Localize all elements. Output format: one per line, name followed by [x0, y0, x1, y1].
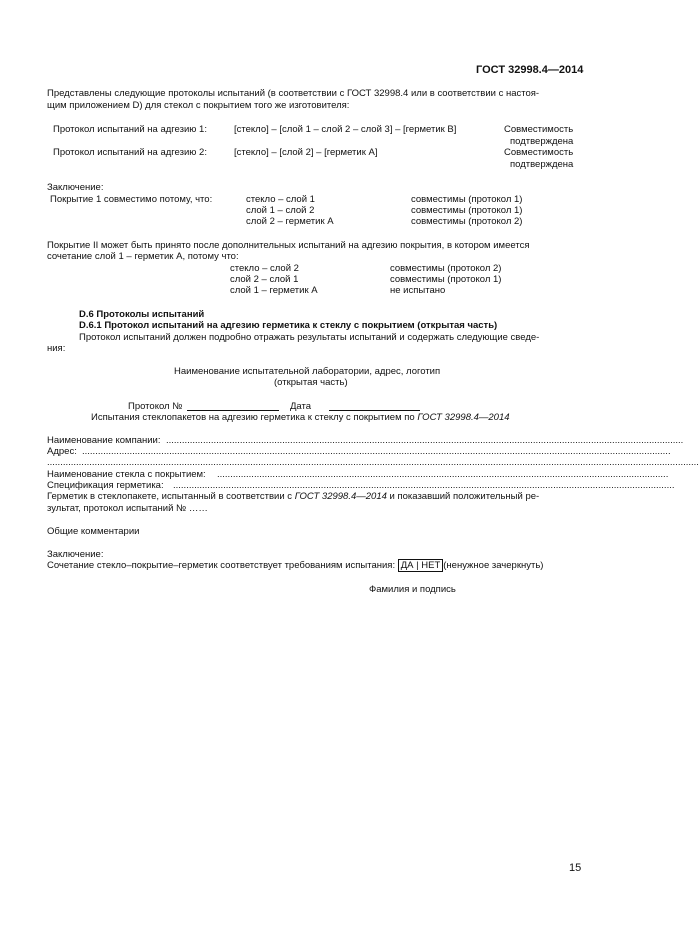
protocol-2-combo: [стекло] – [слой 2] – [герметик А] — [234, 147, 378, 158]
intro-line-2: щим приложением D) для стекол с покрытием того же изготовителя: — [47, 100, 350, 111]
sealant-statement-c: и показавший положительный ре- — [389, 491, 540, 502]
date-field[interactable] — [329, 410, 420, 411]
coating-2-pair-3: слой 1 – герметик А — [230, 285, 318, 296]
conclusion-1-title: Заключение: — [47, 182, 104, 193]
combination-text: Сочетание стекло–покрытие–герметик соответствует требованиям испытания: — [47, 560, 396, 571]
document-id: ГОСТ 32998.4—2014 — [476, 64, 584, 76]
protocol-2-label: Протокол испытаний на адгезию 2: — [53, 147, 207, 158]
conclusion-1-result-1: совместимы (протокол 1) — [411, 194, 523, 205]
sealant-label: Спецификация герметика: — [47, 480, 164, 491]
conclusion-1-pair-3: слой 2 – герметик А — [246, 216, 334, 227]
section-d61-heading: D.6.1 Протокол испытаний на адгезию герметика к стеклу с покрытием (открытая часть) — [79, 320, 498, 331]
protocol-1-combo: [стекло] – [слой 1 – слой 2 – слой 3] – [герметик В] — [234, 124, 457, 135]
protocol-2-status: Совместимость — [504, 147, 574, 158]
strike-note: (ненужное зачеркнуть) — [443, 560, 544, 571]
intro-line-1: Представлены следующие протоколы испытаний (в соответствии с ГОСТ 32998.4 или в соответствии с настоя- — [47, 88, 540, 99]
coating-2-result-1: совместимы (протокол 2) — [390, 263, 502, 274]
lab-open-part: (открытая часть) — [274, 377, 348, 388]
conclusion-1-pair-2: слой 1 – слой 2 — [246, 205, 315, 216]
coating-2-pair-1: стекло – слой 2 — [230, 263, 299, 274]
sealant-statement-standard: ГОСТ 32998.4—2014 — [294, 491, 387, 502]
lab-name-line: Наименование испытательной лаборатории, адрес, логотип — [174, 366, 441, 377]
coating-2-line-2: сочетание слой 1 – герметик А, потому что: — [47, 251, 239, 262]
sealant-statement-a: Герметик в стеклопакете, испытанный в соответствии с — [47, 491, 293, 502]
section-d6-heading: D.6 Протоколы испытаний — [79, 309, 205, 320]
coating-2-result-2: совместимы (протокол 1) — [390, 274, 502, 285]
glass-label: Наименование стекла с покрытием: — [47, 469, 206, 480]
section-para-line-2: ния: — [47, 343, 66, 354]
conclusion-1-lead: Покрытие 1 совместимо потому, что: — [50, 194, 213, 205]
conclusion-1-result-3: совместимы (протокол 2) — [411, 216, 523, 227]
test-title-standard: ГОСТ 32998.4—2014 — [417, 412, 510, 423]
conclusion-1-pair-1: стекло – слой 1 — [246, 194, 315, 205]
test-title-text: Испытания стеклопакетов на адгезию герметика к стеклу с покрытием по — [91, 412, 415, 423]
protocol-number-field[interactable] — [187, 410, 279, 411]
address-field[interactable]: ............................................................................................................................................................................................................................... — [82, 446, 671, 457]
coating-2-pair-2: слой 2 – слой 1 — [230, 274, 299, 285]
sealant-statement-line-1 — [47, 491, 584, 503]
company-field[interactable]: .................................................................................................................................................................................................... — [166, 435, 684, 446]
protocol-1-status: Совместимость — [504, 124, 574, 135]
test-title — [91, 412, 510, 424]
signature-label: Фамилия и подпись — [369, 584, 456, 595]
glass-field[interactable]: ........................................................................................................................................................................... — [217, 469, 669, 480]
address-label: Адрес: — [47, 446, 77, 457]
page-number: 15 — [569, 862, 582, 874]
conclusion-1-result-2: совместимы (протокол 1) — [411, 205, 523, 216]
company-label: Наименование компании: — [47, 435, 161, 446]
date-label: Дата — [290, 401, 312, 412]
sealant-field[interactable]: .............................................................................................................................................................................................. — [173, 480, 675, 491]
protocol-number-label: Протокол № — [128, 401, 183, 412]
protocol-1-label: Протокол испытаний на адгезию 1: — [53, 124, 207, 135]
coating-2-result-3: не испытано — [390, 285, 446, 296]
section-para-line-1: Протокол испытаний должен подробно отражать результаты испытаний и содержать следующие сведе- — [79, 332, 540, 343]
combination-statement — [47, 560, 543, 572]
coating-2-line-1: Покрытие II может быть принято после дополнительных испытаний на адгезию покрытия, в котором имеется — [47, 240, 530, 251]
protocol-1-status-2: подтверждена — [510, 136, 574, 147]
yes-no-box[interactable]: ДА | НЕТ — [398, 559, 444, 572]
address-field-line-2[interactable]: ....................................................................................................................................................................................................................................................... — [47, 457, 699, 468]
conclusion-2-title: Заключение: — [47, 549, 104, 560]
general-comments: Общие комментарии — [47, 526, 140, 537]
sealant-statement-line-2: зультат, протокол испытаний № …… — [47, 503, 208, 514]
protocol-2-status-2: подтверждена — [510, 159, 574, 170]
